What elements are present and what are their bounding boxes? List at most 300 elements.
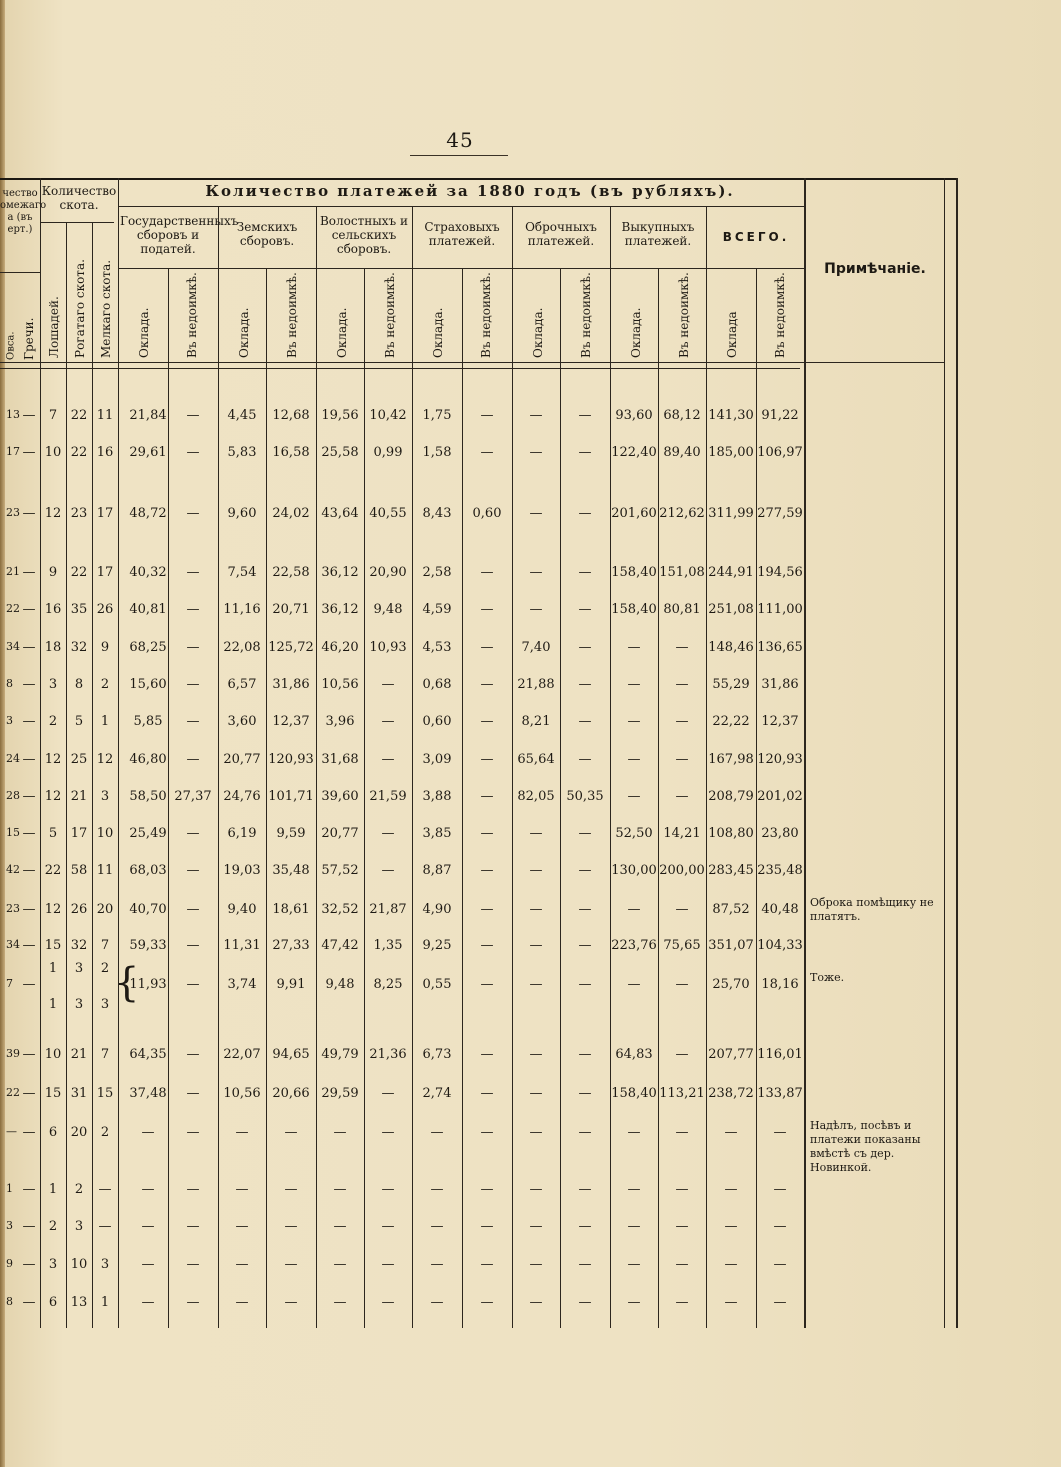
- table-cell: 7: [100, 938, 110, 953]
- table-cell: 75,65: [663, 938, 701, 953]
- table-cell: 6,73: [422, 1047, 452, 1062]
- table-cell: 68,03: [129, 863, 167, 878]
- table-cell: —: [627, 1182, 641, 1197]
- table-cell: 4,59: [422, 602, 452, 617]
- table-cell: —: [381, 677, 395, 692]
- table-cell: 2: [100, 1125, 110, 1140]
- table-cell: —: [186, 1295, 200, 1310]
- table-cell: 25: [70, 752, 88, 767]
- table-cell: —: [675, 677, 689, 692]
- table-cell: 9,60: [227, 506, 257, 521]
- table-cell: —: [381, 1295, 395, 1310]
- table-cell: 58: [70, 863, 88, 878]
- table-cell: 12: [44, 752, 62, 767]
- table-cell: —: [627, 1125, 641, 1140]
- table-cell: 46,20: [321, 640, 359, 655]
- table-cell: 68,25: [129, 640, 167, 655]
- header-left-cut: чество омежаго а (въ ерт.): [0, 188, 47, 235]
- table-cell: 2,58: [422, 565, 452, 580]
- table-cell: —: [529, 902, 543, 917]
- table-cell: 158,40: [611, 1086, 657, 1101]
- table-cell: —: [773, 1125, 787, 1140]
- table-cell: 17: [96, 506, 114, 521]
- table-cell: —: [186, 826, 200, 841]
- table-cell: 212,62: [659, 506, 705, 521]
- table-cell: —: [333, 1295, 347, 1310]
- table-cell: 24,76: [223, 789, 261, 804]
- table-cell: 3: [74, 1219, 84, 1234]
- table-cell: —: [529, 1295, 543, 1310]
- table-cell: —: [186, 1047, 200, 1062]
- table-cell: 200,00: [659, 863, 705, 878]
- table-cell: —: [186, 902, 200, 917]
- table-cell: —: [724, 1295, 738, 1310]
- row-dash: —: [22, 902, 36, 917]
- table-cell: 19,56: [321, 408, 359, 423]
- table-cell: 6: [48, 1125, 58, 1140]
- table-cell: 141,30: [708, 408, 754, 423]
- table-cell: 351,07: [708, 938, 754, 953]
- table-cell: —: [480, 789, 494, 804]
- row-stub: 39: [6, 1047, 20, 1060]
- table-cell: 21: [70, 1047, 88, 1062]
- table-cell: 25,70: [712, 977, 750, 992]
- table-cell: 20,77: [223, 752, 261, 767]
- table-cell: —: [284, 1295, 298, 1310]
- table-cell: 12,68: [272, 408, 310, 423]
- table-cell: —: [186, 714, 200, 729]
- table-cell: —: [578, 863, 592, 878]
- table-cell: 7,54: [227, 565, 257, 580]
- table-cell: 17: [70, 826, 88, 841]
- table-cell: —: [480, 826, 494, 841]
- table-cell: 201,60: [611, 506, 657, 521]
- table-cell: 277,59: [757, 506, 803, 521]
- table-cell: 3: [48, 677, 58, 692]
- table-cell: —: [578, 677, 592, 692]
- table-cell: —: [724, 1182, 738, 1197]
- table-cell: —: [675, 789, 689, 804]
- table-cell: 10,93: [369, 640, 407, 655]
- table-cell: 116,01: [757, 1047, 803, 1062]
- row-stub: 17: [6, 445, 20, 458]
- table-cell: 55,29: [712, 677, 750, 692]
- table-cell: —: [430, 1219, 444, 1234]
- table-cell: —: [578, 602, 592, 617]
- group-insurance: Страховыхъ платежей.: [424, 220, 500, 248]
- table-cell: —: [98, 1182, 112, 1197]
- table-cell: 50,35: [566, 789, 604, 804]
- table-cell: 20,66: [272, 1086, 310, 1101]
- table-cell: —: [381, 1257, 395, 1272]
- table-cell: 10: [44, 445, 62, 460]
- table-cell: 207,77: [708, 1047, 754, 1062]
- table-cell: —: [627, 902, 641, 917]
- row-stub: 1: [6, 1182, 13, 1195]
- table-cell: —: [480, 1086, 494, 1101]
- table-cell: —: [578, 1086, 592, 1101]
- table-cell: —: [578, 565, 592, 580]
- table-cell: 2: [100, 677, 110, 692]
- table-cell: —: [529, 408, 543, 423]
- table-cell: 29,59: [321, 1086, 359, 1101]
- row-stub: 34: [6, 640, 20, 653]
- table-cell: 82,05: [517, 789, 555, 804]
- table-cell: 46,80: [129, 752, 167, 767]
- table-cell: 15: [44, 1086, 62, 1101]
- table-cell: 122,40: [611, 445, 657, 460]
- table-cell: 25,49: [129, 826, 167, 841]
- table-top-border: [0, 178, 958, 180]
- subheader-arrears: Въ недоимкѣ.: [383, 272, 397, 358]
- table-cell: 13: [70, 1295, 88, 1310]
- table-cell: 1,75: [422, 408, 452, 423]
- table-cell: 21: [70, 789, 88, 804]
- table-cell: 1,35: [373, 938, 403, 953]
- table-cell: 39,60: [321, 789, 359, 804]
- table-cell: —: [627, 1295, 641, 1310]
- table-cell: 9,59: [276, 826, 306, 841]
- row-dash: —: [22, 506, 36, 521]
- table-cell: —: [578, 445, 592, 460]
- table-cell: —: [186, 977, 200, 992]
- table-cell: 12: [96, 752, 114, 767]
- table-cell: —: [627, 752, 641, 767]
- table-cell: 59,33: [129, 938, 167, 953]
- table-cell: —: [724, 1257, 738, 1272]
- row-dash: —: [22, 714, 36, 729]
- table-cell: —: [529, 565, 543, 580]
- table-cell: 8,21: [521, 714, 551, 729]
- table-cell: 29,61: [129, 445, 167, 460]
- table-cell: 194,56: [757, 565, 803, 580]
- table-cell: —: [578, 826, 592, 841]
- table-cell: —: [333, 1182, 347, 1197]
- table-cell: 12: [44, 506, 62, 521]
- table-cell: —: [381, 752, 395, 767]
- table-cell: —: [480, 863, 494, 878]
- table-cell: 17: [96, 565, 114, 580]
- table-cell: —: [186, 863, 200, 878]
- table-cell: 24,02: [272, 506, 310, 521]
- table-cell: 2: [48, 714, 58, 729]
- table-cell: —: [578, 752, 592, 767]
- group-obrok: Оброчныхъ платежей.: [525, 220, 597, 248]
- table-cell: 133,87: [757, 1086, 803, 1101]
- table-cell: 93,60: [615, 408, 653, 423]
- subheader-arrears: Въ недоимкѣ.: [579, 272, 593, 358]
- table-cell: —: [480, 565, 494, 580]
- group-total: ВСЕГО.: [722, 230, 790, 244]
- table-cell: 31,86: [272, 677, 310, 692]
- table-cell: —: [333, 1125, 347, 1140]
- table-cell: 148,46: [708, 640, 754, 655]
- table-cell: —: [724, 1219, 738, 1234]
- table-cell: —: [675, 902, 689, 917]
- header-small-stock: Мелкаго скота.: [99, 259, 113, 358]
- row-dash: —: [22, 1257, 36, 1272]
- table-cell: 22,58: [272, 565, 310, 580]
- table-cell: 283,45: [708, 863, 754, 878]
- table-cell: —: [675, 1125, 689, 1140]
- group-volost: Волостныхъ и сельскихъ сборовъ.: [319, 214, 408, 256]
- table-cell: —: [186, 640, 200, 655]
- table-cell: —: [186, 602, 200, 617]
- header-buckwheat: Гречи.: [22, 317, 36, 360]
- table-cell: 3: [100, 997, 110, 1012]
- table-cell: 22: [70, 445, 88, 460]
- subheader-arrears: Въ недоимкѣ.: [677, 272, 691, 358]
- table-cell: 52,50: [615, 826, 653, 841]
- table-cell: —: [578, 1219, 592, 1234]
- table-cell: —: [98, 1219, 112, 1234]
- row-dash: —: [22, 445, 36, 460]
- table-cell: 106,97: [757, 445, 803, 460]
- table-cell: —: [627, 1257, 641, 1272]
- table-cell: —: [675, 1182, 689, 1197]
- table-cell: 22: [70, 408, 88, 423]
- table-cell: —: [430, 1295, 444, 1310]
- table-cell: 89,40: [663, 445, 701, 460]
- table-cell: —: [578, 1257, 592, 1272]
- table-cell: —: [627, 677, 641, 692]
- row-stub: 3: [6, 1219, 13, 1232]
- table-cell: 130,00: [611, 863, 657, 878]
- subheader-assessed: Оклада.: [335, 307, 349, 358]
- table-cell: 1,58: [422, 445, 452, 460]
- table-cell: 136,65: [757, 640, 803, 655]
- row-dash: —: [22, 789, 36, 804]
- table-cell: 4,45: [227, 408, 257, 423]
- table-cell: 21,36: [369, 1047, 407, 1062]
- row-note: Оброка помѣщику не платятъ.: [810, 896, 934, 923]
- table-cell: 40,70: [129, 902, 167, 917]
- table-cell: 185,00: [708, 445, 754, 460]
- table-cell: 32,52: [321, 902, 359, 917]
- table-cell: 235,48: [757, 863, 803, 878]
- table-cell: 20: [96, 902, 114, 917]
- table-cell: —: [381, 1219, 395, 1234]
- table-cell: 9: [48, 565, 58, 580]
- table-cell: 15: [44, 938, 62, 953]
- table-cell: 57,52: [321, 863, 359, 878]
- table-cell: —: [480, 677, 494, 692]
- row-stub: 9: [6, 1257, 13, 1270]
- table-cell: 3: [48, 1257, 58, 1272]
- table-cell: —: [480, 408, 494, 423]
- table-cell: 36,12: [321, 565, 359, 580]
- table-cell: 12: [44, 902, 62, 917]
- table-cell: 21,59: [369, 789, 407, 804]
- table-cell: —: [186, 445, 200, 460]
- table-cell: 11: [96, 408, 114, 423]
- table-cell: 40,32: [129, 565, 167, 580]
- table-cell: —: [186, 506, 200, 521]
- table-cell: —: [627, 977, 641, 992]
- table-cell: 3: [100, 789, 110, 804]
- table-cell: —: [235, 1182, 249, 1197]
- header-horses: Лошадей.: [47, 296, 61, 358]
- table-cell: 223,76: [611, 938, 657, 953]
- row-note: Надѣлъ, посѣвъ и платежи показаны вмѣстѣ съ дер. Новинкой.: [810, 1119, 921, 1174]
- table-cell: 5,83: [227, 445, 257, 460]
- table-cell: 43,64: [321, 506, 359, 521]
- table-cell: —: [480, 714, 494, 729]
- table-cell: —: [186, 938, 200, 953]
- table-cell: 14,21: [663, 826, 701, 841]
- table-cell: —: [529, 1257, 543, 1272]
- table-cell: 11,93: [129, 977, 167, 992]
- table-cell: 31: [70, 1086, 88, 1101]
- table-cell: 1: [100, 714, 110, 729]
- table-cell: 6: [48, 1295, 58, 1310]
- header-oats: Овса.: [5, 331, 17, 360]
- table-cell: 0,55: [422, 977, 452, 992]
- table-cell: 18,16: [761, 977, 799, 992]
- table-cell: —: [430, 1125, 444, 1140]
- subheader-assessed: Оклада.: [237, 307, 251, 358]
- row-stub: 42: [6, 863, 20, 876]
- table-cell: —: [675, 640, 689, 655]
- table-cell: 21,88: [517, 677, 555, 692]
- table-cell: —: [381, 863, 395, 878]
- subheader-arrears: Въ недоимкѣ.: [773, 272, 787, 358]
- row-dash: —: [22, 1219, 36, 1234]
- table-cell: 2: [48, 1219, 58, 1234]
- table-cell: 9,48: [373, 602, 403, 617]
- row-stub: —: [6, 1125, 17, 1138]
- table-cell: 40,55: [369, 506, 407, 521]
- group-zemstvo: Земскихъ сборовъ.: [236, 220, 298, 248]
- table-cell: 6,19: [227, 826, 257, 841]
- table-cell: 40,81: [129, 602, 167, 617]
- table-cell: 4,53: [422, 640, 452, 655]
- table-cell: 22: [70, 565, 88, 580]
- table-cell: —: [627, 789, 641, 804]
- subheader-assessed: Оклада: [725, 311, 739, 358]
- table-cell: —: [675, 1295, 689, 1310]
- table-cell: —: [627, 1219, 641, 1234]
- table-cell: 1: [48, 961, 58, 976]
- row-stub: 3: [6, 714, 13, 727]
- row-dash: —: [22, 602, 36, 617]
- table-cell: —: [578, 640, 592, 655]
- table-cell: 7: [48, 408, 58, 423]
- table-cell: 65,64: [517, 752, 555, 767]
- table-cell: 113,21: [659, 1086, 705, 1101]
- table-cell: —: [529, 863, 543, 878]
- table-cell: —: [480, 1219, 494, 1234]
- table-cell: 5,85: [133, 714, 163, 729]
- table-cell: —: [284, 1182, 298, 1197]
- table-cell: 19,03: [223, 863, 261, 878]
- table-cell: —: [186, 1125, 200, 1140]
- table-cell: —: [529, 1086, 543, 1101]
- table-cell: 8,25: [373, 977, 403, 992]
- row-dash: —: [22, 408, 36, 423]
- table-cell: 0,60: [422, 714, 452, 729]
- table-cell: 311,99: [708, 506, 754, 521]
- row-stub: 15: [6, 826, 20, 839]
- table-cell: 12,37: [761, 714, 799, 729]
- table-cell: 208,79: [708, 789, 754, 804]
- table-cell: 104,33: [757, 938, 803, 953]
- table-cell: 35,48: [272, 863, 310, 878]
- table-cell: 8: [74, 677, 84, 692]
- row-stub: 13: [6, 408, 20, 421]
- table-cell: 22,07: [223, 1047, 261, 1062]
- table-cell: 108,80: [708, 826, 754, 841]
- table-cell: 35: [70, 602, 88, 617]
- table-cell: —: [627, 640, 641, 655]
- page-number: 45: [446, 128, 474, 152]
- table-cell: 20,71: [272, 602, 310, 617]
- group-redemption: Выкупныхъ платежей.: [621, 220, 695, 248]
- table-cell: 151,08: [659, 565, 705, 580]
- table-cell: —: [578, 977, 592, 992]
- table-cell: —: [529, 1047, 543, 1062]
- table-cell: 201,02: [757, 789, 803, 804]
- brace-glyph: {: [114, 960, 140, 1006]
- table-cell: 0,60: [472, 506, 502, 521]
- table-cell: 11,16: [223, 602, 261, 617]
- table-cell: 21,84: [129, 408, 167, 423]
- table-cell: —: [333, 1219, 347, 1234]
- row-dash: —: [22, 752, 36, 767]
- table-cell: —: [675, 1047, 689, 1062]
- table-cell: 167,98: [708, 752, 754, 767]
- table-cell: —: [186, 1219, 200, 1234]
- header-main-title: Количество платежей за 1880 годъ (въ рубляхъ).: [205, 182, 735, 200]
- row-dash: —: [22, 826, 36, 841]
- row-dash: —: [22, 565, 36, 580]
- table-cell: 10,56: [223, 1086, 261, 1101]
- table-cell: —: [381, 1182, 395, 1197]
- table-cell: —: [480, 602, 494, 617]
- table-cell: 68,12: [663, 408, 701, 423]
- row-stub: 7: [6, 977, 13, 990]
- table-cell: —: [578, 506, 592, 521]
- table-cell: —: [529, 938, 543, 953]
- table-cell: 49,79: [321, 1047, 359, 1062]
- table-cell: 9,91: [276, 977, 306, 992]
- table-cell: —: [773, 1182, 787, 1197]
- table-cell: —: [284, 1219, 298, 1234]
- table-cell: 101,71: [268, 789, 314, 804]
- subheader-arrears: Въ недоимкѣ.: [479, 272, 493, 358]
- table-cell: 8,87: [422, 863, 452, 878]
- row-stub: 24: [6, 752, 20, 765]
- table-cell: —: [480, 640, 494, 655]
- table-cell: 20,90: [369, 565, 407, 580]
- table-cell: —: [186, 752, 200, 767]
- row-note: Тоже.: [810, 971, 845, 984]
- row-dash: —: [22, 640, 36, 655]
- table-cell: 36,12: [321, 602, 359, 617]
- table-cell: 22: [44, 863, 62, 878]
- table-cell: —: [773, 1257, 787, 1272]
- table-cell: 0,99: [373, 445, 403, 460]
- table-cell: —: [578, 902, 592, 917]
- table-cell: 64,83: [615, 1047, 653, 1062]
- table-cell: —: [186, 677, 200, 692]
- table-cell: 5: [48, 826, 58, 841]
- table-cell: —: [186, 1086, 200, 1101]
- table-cell: —: [480, 977, 494, 992]
- row-stub: 23: [6, 506, 20, 519]
- table-cell: 12: [44, 789, 62, 804]
- table-cell: —: [381, 826, 395, 841]
